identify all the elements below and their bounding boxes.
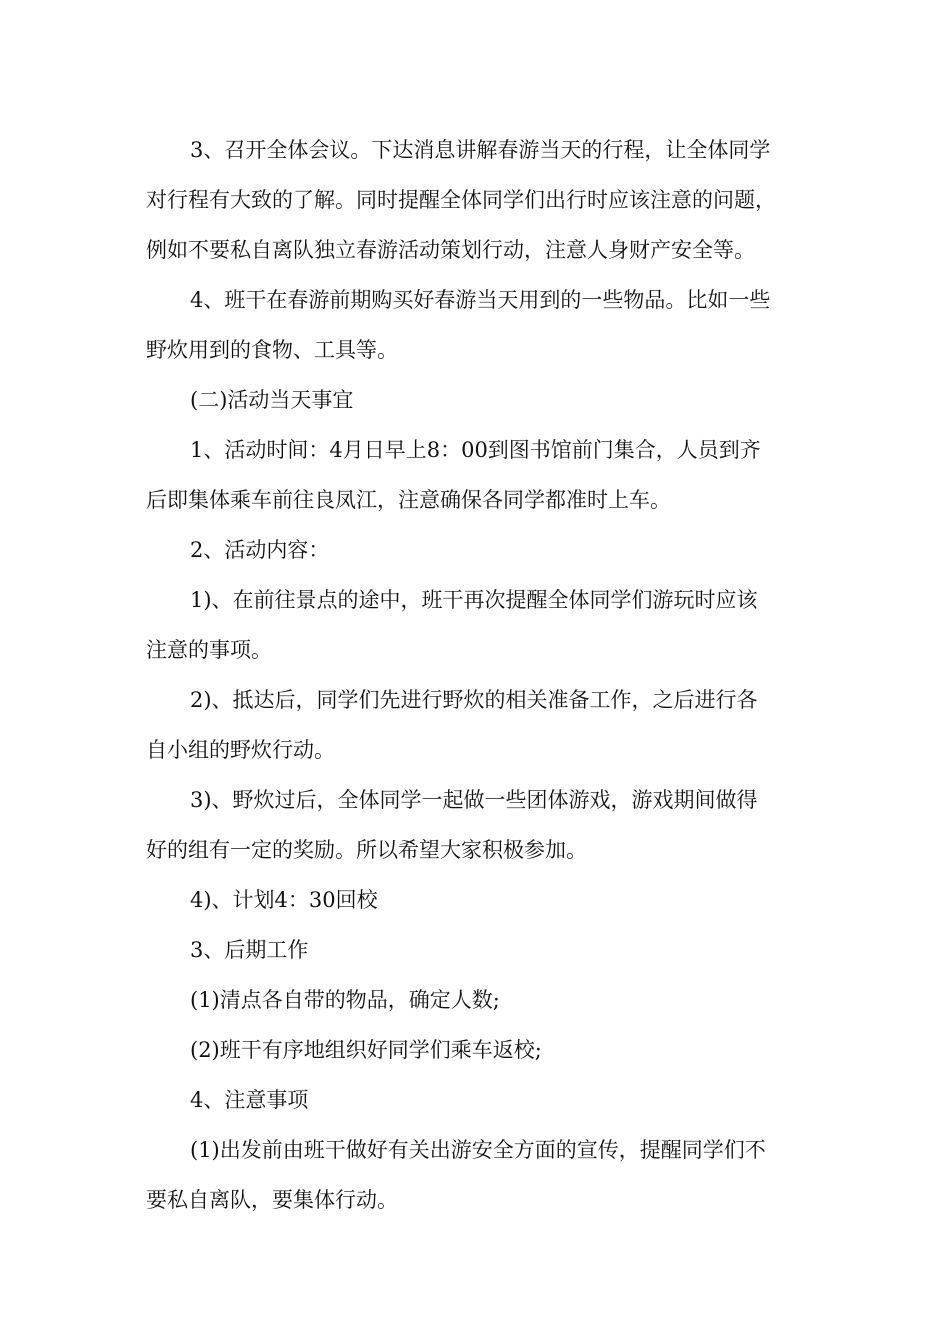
text-line: 2)、抵达后，同学们先进行野炊的相关准备工作，之后进行各 <box>190 688 758 712</box>
text-line: 对行程有大致的了解。同时提醒全体同学们出行时应该注意的问题， <box>146 188 776 212</box>
section-heading: 4、注意事项 <box>190 1088 309 1112</box>
text-line: 要私自离队，要集体行动。 <box>146 1188 398 1212</box>
text-line: (1)清点各自带的物品，确定人数; <box>190 988 500 1012</box>
section-heading: 3、后期工作 <box>190 938 309 962</box>
text-line: 例如不要私自离队独立春游活动策划行动，注意人身财产安全等。 <box>146 238 755 262</box>
text-line: (1)出发前由班干做好有关出游安全方面的宣传，提醒同学们不 <box>190 1138 766 1162</box>
text-line: 3、召开全体会议。下达消息讲解春游当天的行程，让全体同学 <box>190 138 771 162</box>
text-line: 自小组的野炊行动。 <box>146 738 335 762</box>
text-line: 注意的事项。 <box>146 638 272 662</box>
text-line: 2、活动内容： <box>190 538 330 562</box>
text-line: 好的组有一定的奖励。所以希望大家积极参加。 <box>146 838 587 862</box>
text-line: (2)班干有序地组织好同学们乘车返校; <box>190 1038 542 1062</box>
text-line: 4、班干在春游前期购买好春游当天用到的一些物品。比如一些 <box>190 288 771 312</box>
text-line: 1)、在前往景点的途中，班干再次提醒全体同学们游玩时应该 <box>190 588 758 612</box>
text-line: 3)、野炊过后，全体同学一起做一些团体游戏，游戏期间做得 <box>190 788 758 812</box>
text-line: 1、活动时间：4月日早上8：00到图书馆前门集合，人员到齐 <box>190 438 761 462</box>
section-heading: (二)活动当天事宜 <box>190 388 354 412</box>
text-line: 4)、计划4：30回校 <box>190 888 378 912</box>
text-line: 后即集体乘车前往良凤江，注意确保各同学都准时上车。 <box>146 488 671 512</box>
document-body <box>146 125 811 1225</box>
text-line: 野炊用到的食物、工具等。 <box>146 338 398 362</box>
